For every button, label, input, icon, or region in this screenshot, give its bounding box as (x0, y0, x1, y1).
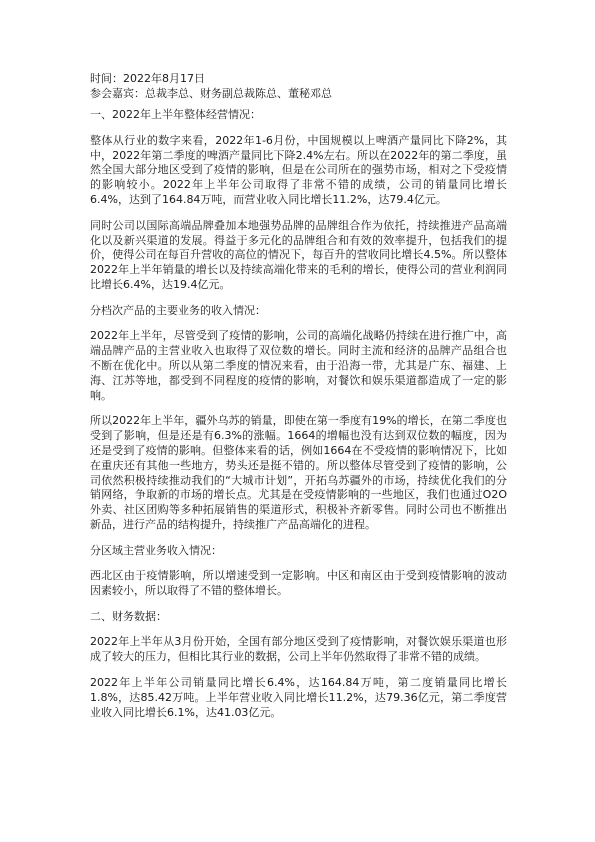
paragraph-wusu-1664-sales: 所以2022年上半年，疆外乌苏的销量，即使在第一季度有19%的增长，在第二季度也受到了影响，但是还是有6.3%的涨幅。1664的增幅也没有达到双位数的幅度，因为还是受到了疫情的影响。但整体来看的话，例如1664在不受疫情的影响情况下，比如在重庆还有其他一些地方，势头还是挺不错的。所以整体尽管受到了疫情的影响，公司依然积极持续推动我们的“大城市计划”，开拓乌苏疆外的市场，持续优化我们的分销网络，争取新的市场的增长点。尤其是在受疫情影响的一些地区，我们也通过O2O外卖、社区团购等多种拓展销售的渠道形式，积极补齐新零售。同时公司也不断推出新品，进行产品的结构提升，持续推广产品高端化的进程。 (90, 414, 507, 531)
paragraph-brand-strategy: 同时公司以国际高端品牌叠加本地强势品牌的品牌组合作为依托，持续推进产品高端化以及新兴渠道的发展。得益于多元化的品牌组合和有效的效率提升，包括我们的提价，使得公司在每百升营收的高位的情况下，每百升的营收同比增长4.5%。所以整体2022年上半年销量的增长以及持续高端化带来的毛利的增长，使得公司的营业利润同比增长6.4%，达19.4亿元。 (90, 218, 507, 291)
section-heading-financial-data: 二、财务数据： (90, 609, 167, 623)
paragraph-regional-growth: 西北区由于疫情影响，所以增速受到一定影响。中区和南区由于受到疫情影响的波动因素较小，所以取得了不错的整体增长。 (90, 569, 507, 598)
paragraph-financial-context: 2022年上半年从3月份开始，全国有部分地区受到了疫情影响，对餐饮娱乐渠道也形成了较大的压力，但相比其行业的数据，公司上半年仍然取得了非常不错的成绩。 (90, 635, 507, 664)
section-heading-product-tier-revenue: 分档次产品的主要业务的收入情况： (90, 303, 266, 317)
document-body (90, 72, 507, 720)
paragraph-industry-overview: 整体从行业的数字来看，2022年1-6月份，中国规模以上啤酒产量同比下降2%，其中，2022年第二季度的啤酒产量同比下降2.4%左右。所以在2022年的第二季度，虽然全国大部分地区受到了疫情的影响，但是在公司所在的强势市场，相对之下受疫情的影响较小。2022年上半年公司取得了非常不错的成绩，公司的销量同比增长6.4%，达到了164.84万吨，而营业收入同比增长11.2%，达79.4亿元。 (90, 133, 507, 206)
section-heading-regional-revenue: 分区域主营业务收入情况： (90, 543, 222, 557)
paragraph-financial-figures: 2022年上半年公司销量同比增长6.4%，达164.84万吨，第二度销量同比增长1.8%，达85.42万吨。上半年营业收入同比增长11.2%，达79.36亿元，第二季度营业收入同比增长6.1%，达41.03亿元。 (90, 676, 507, 719)
section-heading-overall-operations: 一、2022年上半年整体经营情况： (90, 108, 261, 122)
paragraph-premiumization: 2022年上半年，尽管受到了疫情的影响，公司的高端化战略仍持续在进行推广中，高端品牌产品的主营业收入也取得了双位数的增长。同时主流和经济的品牌产品组合也不断在优化中。所以从第二季度的情况来看，由于沿海一带，尤其是广东、福建、上海、江苏等地，都受到不同程度的疫情的影响，对餐饮和娱乐渠道都造成了一定的影响。 (90, 329, 507, 402)
meeting-participants: 参会嘉宾：总裁李总、财务副总裁陈总、董秘邓总 (90, 86, 332, 100)
meeting-time: 时间：2022年8月17日 (90, 72, 205, 85)
